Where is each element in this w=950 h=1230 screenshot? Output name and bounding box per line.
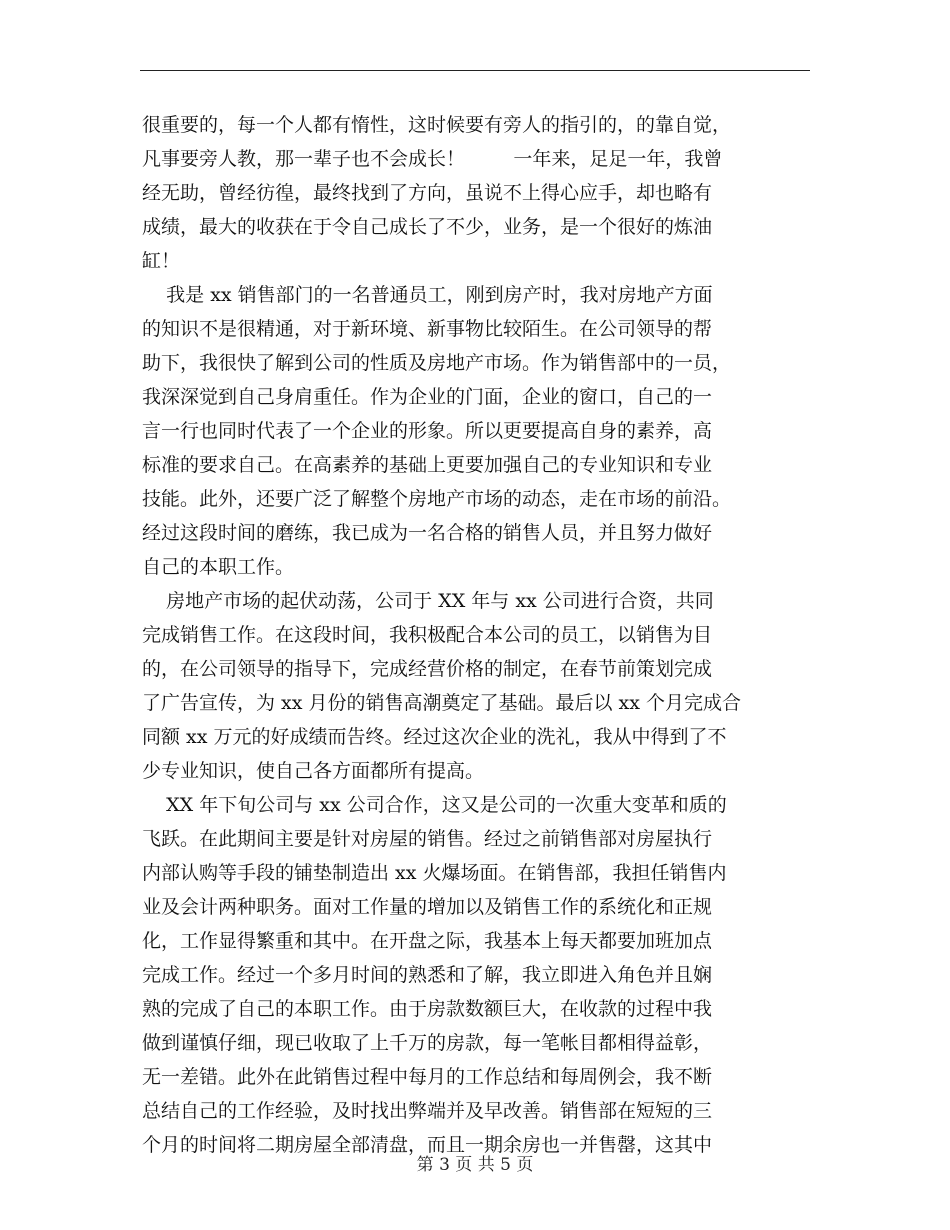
text-line: 经过这段时间的磨练，我已成为一名合格的销售人员，并且努力做好 [142, 522, 713, 544]
text-line: 我深深觉到自己身肩重任。作为企业的门面，企业的窗口，自己的一 [142, 386, 713, 408]
text-line: 很重要的，每一个人都有惰性，这时候要有旁人的指引的，的靠自觉， [142, 114, 732, 136]
text-line: 缸！ [142, 250, 181, 272]
text-line: 个月的时间将二期房屋全部清盘，而且一期余房也一并售罄，这其中 [142, 1134, 713, 1156]
text-line: 总结自己的工作经验，及时找出弊端并及早改善。销售部在短短的三 [142, 1100, 713, 1122]
text-line: 成绩，最大的收获在于令自己成长了不少，业务，是一个很好的炼油 [142, 216, 713, 238]
text-line: 完成销售工作。在这段时间，我积极配合本公司的员工，以销售为目 [142, 624, 713, 646]
text-line: 凡事要旁人教，那一辈子也不会成长！ 一年来，足足一年，我曾 [142, 148, 723, 170]
text-line: 言一行也同时代表了一个企业的形象。所以更要提高自身的素养，高 [142, 420, 713, 442]
text-line: 标准的要求自己。在高素养的基础上更要加强自己的专业知识和专业 [142, 454, 713, 476]
text-line: 完成工作。经过一个多月时间的熟悉和了解，我立即进入角色并且娴 [142, 964, 713, 986]
text-line: 的，在公司领导的指导下，完成经营价格的制定，在春节前策划完成 [142, 658, 713, 680]
text-line: 经无助，曾经彷徨，最终找到了方向，虽说不上得心应手，却也略有 [142, 182, 713, 204]
text-line: 业及会计两种职务。面对工作量的增加以及销售工作的系统化和正规 [142, 896, 713, 918]
text-line: 的知识不是很精通，对于新环境、新事物比较陌生。在公司领导的帮 [142, 318, 713, 340]
text-line: 我是 xx 销售部门的一名普通员工，刚到房产时，我对房地产方面 [142, 284, 713, 306]
body-text [142, 108, 812, 1162]
page-number: 第 3 页 共 5 页 [416, 1155, 534, 1175]
text-line: 技能。此外，还要广泛了解整个房地产市场的动态，走在市场的前沿。 [142, 488, 732, 510]
text-line: 熟的完成了自己的本职工作。由于房款数额巨大，在收款的过程中我 [142, 998, 713, 1020]
text-line: 少专业知识，使自己各方面都所有提高。 [142, 760, 485, 782]
text-line: 了广告宣传，为 xx 月份的销售高潮奠定了基础。最后以 xx 个月完成合 [142, 692, 742, 714]
text-line: XX 年下旬公司与 xx 公司合作，这又是公司的一次重大变革和质的 [142, 794, 727, 816]
text-line: 助下，我很快了解到公司的性质及房地产市场。作为销售部中的一员， [142, 352, 732, 374]
text-line: 同额 xx 万元的好成绩而告终。经过这次企业的洗礼，我从中得到了不 [142, 726, 727, 748]
text-line: 飞跃。在此期间主要是针对房屋的销售。经过之前销售部对房屋执行 [142, 828, 713, 850]
text-line: 无一差错。此外在此销售过程中每月的工作总结和每周例会，我不断 [142, 1066, 713, 1088]
header-divider [140, 70, 810, 71]
text-line: 化，工作显得繁重和其中。在开盘之际，我基本上每天都要加班加点 [142, 930, 713, 952]
text-line: 自己的本职工作。 [142, 556, 295, 578]
text-line: 内部认购等手段的铺垫制造出 xx 火爆场面。在销售部，我担任销售内 [142, 862, 727, 884]
text-line: 做到谨慎仔细，现已收取了上千万的房款，每一笔帐目都相得益彰， [142, 1032, 713, 1054]
text-line: 房地产市场的起伏动荡，公司于 XX 年与 xx 公司进行合资，共同 [142, 590, 714, 612]
